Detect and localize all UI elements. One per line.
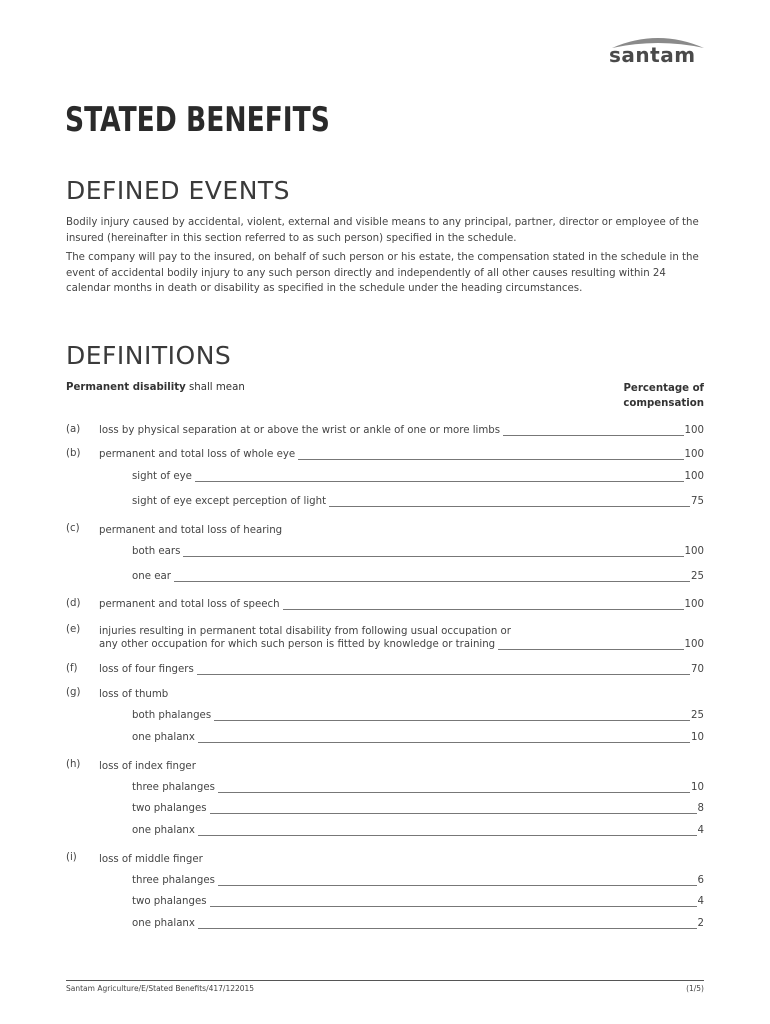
definition-subrow: [132, 470, 704, 484]
item-letter: (d): [66, 598, 81, 609]
permanent-disability-label: [66, 382, 245, 393]
row-text: sight of eye: [132, 471, 192, 482]
logo-text: santam: [609, 43, 696, 67]
row-text: both phalanges: [132, 710, 212, 721]
defined-events-heading: DEFINED EVENTS: [66, 176, 291, 205]
row-text: loss of four fingers: [99, 664, 194, 675]
row-text: one phalanx: [132, 825, 195, 836]
item-letter: (e): [66, 624, 81, 635]
row-value: 100: [684, 546, 704, 557]
row-value: 25: [691, 710, 704, 721]
permanent-disability-term: Permanent disability: [66, 382, 186, 393]
definition-subrow: [132, 495, 704, 509]
row-text: sight of eye except perception of light: [132, 496, 327, 507]
leader-line: [283, 609, 684, 610]
footer-divider: [66, 980, 704, 981]
item-letter: (h): [66, 759, 81, 770]
defined-events-para-2: The company will pay to the insured, on behalf of such person or his estate, the compensation stated in the schedule in the event of accidental bodily injury to any such person directly and independently of all other causes resulting within 24 calendar months in death or disability as specified in the schedule under the heading circumstances.: [66, 252, 699, 294]
permanent-disability-rest: shall mean: [185, 382, 245, 393]
row-value: 10: [691, 732, 704, 743]
row-text: both ears: [132, 546, 181, 557]
percentage-header: Percentage of compensation: [623, 383, 704, 409]
definition-row: [99, 663, 704, 677]
leader-line: [218, 792, 690, 793]
footer-reference: Santam Agriculture/E/Stated Benefits/417/122015: [66, 984, 255, 993]
definition-row: [99, 638, 704, 652]
row-text: three phalanges: [132, 782, 215, 793]
definition-subrow: [132, 917, 704, 931]
leader-line: [214, 720, 690, 721]
row-text: loss of thumb: [99, 689, 169, 700]
leader-line: [210, 813, 697, 814]
leader-line: [329, 506, 690, 507]
leader-line: [198, 928, 697, 929]
defined-events-para-1: Bodily injury caused by accidental, violent, external and visible means to any principal, partner, director or employee of the insured (hereinafter in this section referred to as such person) specified in the schedule.: [66, 217, 699, 244]
row-value: 70: [691, 664, 704, 675]
row-value: 100: [684, 599, 704, 610]
definition-subrow: [132, 895, 704, 909]
row-text: three phalanges: [132, 875, 215, 886]
page-title: STATED BENEFITS: [65, 100, 330, 140]
definitions-heading: DEFINITIONS: [66, 341, 232, 370]
row-text: permanent and total loss of whole eye: [99, 449, 296, 460]
leader-line: [498, 649, 683, 650]
row-value: 25: [691, 571, 704, 582]
item-letter: (b): [66, 448, 81, 459]
item-letter: (a): [66, 424, 81, 435]
row-value: 4: [697, 825, 704, 836]
leader-line: [195, 481, 684, 482]
row-value: 75: [691, 496, 704, 507]
row-text: loss of middle finger: [99, 854, 203, 865]
page-number: (1/5): [686, 984, 704, 993]
leader-line: [174, 581, 690, 582]
leader-line: [210, 906, 697, 907]
row-text: one phalanx: [132, 918, 195, 929]
row-value: 8: [697, 803, 704, 814]
row-text: loss of index finger: [99, 761, 196, 772]
row-value: 100: [684, 639, 704, 650]
definition-subrow: [132, 731, 704, 745]
row-text: permanent and total loss of hearing: [99, 525, 283, 536]
row-value: 2: [697, 918, 704, 929]
definition-row: [99, 448, 704, 462]
definition-subrow: [132, 545, 704, 559]
row-text: two phalanges: [132, 803, 207, 814]
row-text-line-2: any other occupation for which such person is fitted by knowledge or training: [99, 639, 496, 650]
row-value: 10: [691, 782, 704, 793]
row-text: two phalanges: [132, 896, 207, 907]
definition-subrow: [132, 781, 704, 795]
santam-logo: [606, 34, 706, 72]
leader-line: [218, 885, 697, 886]
row-text: one ear: [132, 571, 171, 582]
row-value: 4: [697, 896, 704, 907]
leader-line: [198, 835, 697, 836]
leader-line: [503, 435, 683, 436]
row-text: injuries resulting in permanent total disability from following usual occupation or: [99, 626, 511, 637]
row-text: one phalanx: [132, 732, 195, 743]
row-text: loss by physical separation at or above the wrist or ankle of one or more limbs: [99, 425, 501, 436]
leader-line: [197, 674, 690, 675]
definition-row: [99, 424, 704, 438]
item-letter: (c): [66, 523, 80, 534]
item-letter: (i): [66, 852, 77, 863]
definition-subrow: [132, 802, 704, 816]
leader-line: [298, 459, 683, 460]
definition-row: [99, 598, 704, 612]
item-letter: (g): [66, 687, 81, 698]
leader-line: [198, 742, 690, 743]
definition-subrow: [132, 570, 704, 584]
definition-subrow: [132, 874, 704, 888]
row-value: 100: [684, 449, 704, 460]
row-value: 100: [684, 425, 704, 436]
definition-subrow: [132, 709, 704, 723]
row-value: 6: [697, 875, 704, 886]
definition-subrow: [132, 824, 704, 838]
row-value: 100: [684, 471, 704, 482]
row-text: permanent and total loss of speech: [99, 599, 280, 610]
item-letter: (f): [66, 663, 78, 674]
leader-line: [183, 556, 683, 557]
